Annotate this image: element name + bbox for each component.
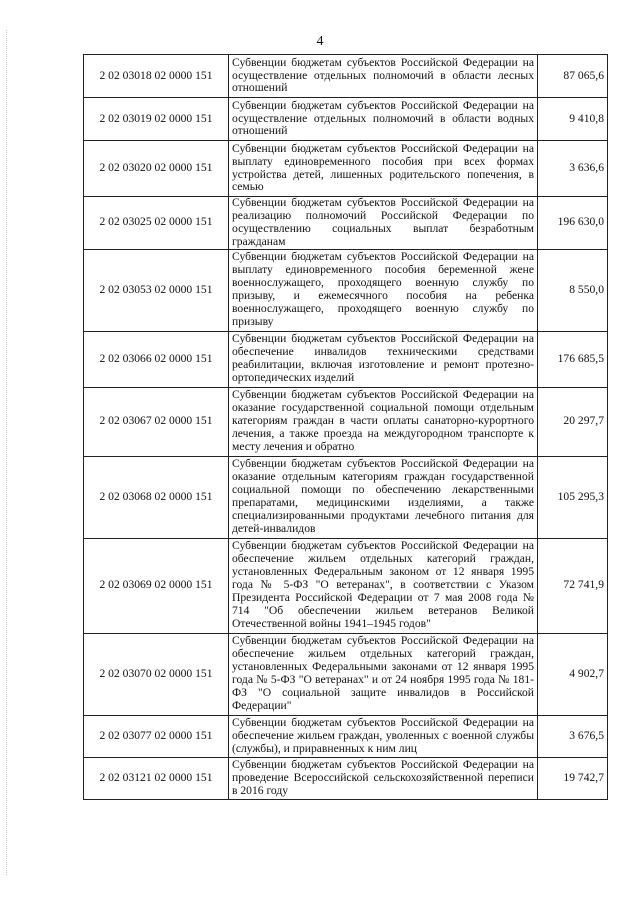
row-description: Субвенции бюджетам субъектов Российской Федерации на обеспечение жильем граждан, уволенных с военной службы (службы), и приравненных к ним лиц	[229, 715, 538, 757]
table-row	[84, 55, 608, 98]
table-row	[84, 331, 608, 387]
row-amount: 4 902,7	[538, 633, 608, 715]
row-description: Субвенции бюджетам субъектов Российской Федерации на выплату единовременного пособия беременной жене военнослужащего, проходящего военную службу по призыву, и ежемесячного пособия на ребенка военнослужащего, проходящего военную службу по призыву	[229, 249, 538, 331]
budget-code: 2 02 03068 02 0000 151	[84, 456, 229, 538]
budget-code: 2 02 03025 02 0000 151	[84, 197, 229, 250]
budget-code: 2 02 03070 02 0000 151	[84, 633, 229, 715]
budget-code: 2 02 03066 02 0000 151	[84, 331, 229, 387]
row-description: Субвенции бюджетам субъектов Российской Федерации на выплату единовременного пособия при всех формах устройства детей, лишенных родительского попечения, в семью	[229, 141, 538, 197]
row-amount: 8 550,0	[538, 249, 608, 331]
row-amount: 19 742,7	[538, 757, 608, 799]
budget-code: 2 02 03121 02 0000 151	[84, 757, 229, 799]
row-amount: 87 065,6	[538, 55, 608, 98]
row-description: Субвенции бюджетам субъектов Российской Федерации на реализацию полномочий Российской Федерации по осуществлению социальных выплат безработным гражданам	[229, 197, 538, 250]
row-amount: 3 676,5	[538, 715, 608, 757]
budget-code: 2 02 03020 02 0000 151	[84, 141, 229, 197]
row-amount: 176 685,5	[538, 331, 608, 387]
budget-code: 2 02 03077 02 0000 151	[84, 715, 229, 757]
table-row	[84, 387, 608, 456]
budget-code: 2 02 03069 02 0000 151	[84, 538, 229, 633]
table-row	[84, 141, 608, 197]
row-description: Субвенции бюджетам субъектов Российской Федерации на обеспечение инвалидов техническими средствами реабилитации, включая изготовление и ремонт протезно-ортопедических изделий	[229, 331, 538, 387]
budget-code: 2 02 03019 02 0000 151	[84, 98, 229, 141]
row-description: Субвенции бюджетам субъектов Российской Федерации на осуществление отдельных полномочий в области водных отношений	[229, 98, 538, 141]
row-description: Субвенции бюджетам субъектов Российской Федерации на обеспечение жильем отдельных категорий граждан, установленных Федеральным законом от 12 января 1995 года № 5-ФЗ "О ветеранах", в соответствии с Указом Президента Российской Федерации от 7 мая 2008 года № 714 "Об обеспечении жильем ветеранов Великой Отечественной войны 1941–1945 годов"	[229, 538, 538, 633]
row-amount: 72 741,9	[538, 538, 608, 633]
table-row	[84, 98, 608, 141]
row-description: Субвенции бюджетам субъектов Российской Федерации на осуществление отдельных полномочий в области лесных отношений	[229, 55, 538, 98]
page-number: 4	[316, 34, 324, 49]
row-description: Субвенции бюджетам субъектов Российской Федерации на оказание государственной социальной помощи отдельным категориям граждан в части оплаты санаторно-курортного лечения, а также проезда на междугородном транспорте к месту лечения и обратно	[229, 387, 538, 456]
table-row	[84, 456, 608, 538]
row-amount: 3 636,6	[538, 141, 608, 197]
table-row	[84, 757, 608, 799]
budget-code: 2 02 03067 02 0000 151	[84, 387, 229, 456]
row-amount: 20 297,7	[538, 387, 608, 456]
row-description: Субвенции бюджетам субъектов Российской Федерации на обеспечение жильем отдельных категорий граждан, установленных Федеральными законами от 12 января 1995 года № 5-ФЗ "О ветеранах" и от 24 ноября 1995 года № 181-ФЗ "О социальной защите инвалидов в Российской Федерации"	[229, 633, 538, 715]
table-row	[84, 538, 608, 633]
row-amount: 196 630,0	[538, 197, 608, 250]
budget-code: 2 02 03053 02 0000 151	[84, 249, 229, 331]
table-row	[84, 633, 608, 715]
row-amount: 105 295,3	[538, 456, 608, 538]
row-description: Субвенции бюджетам субъектов Российской Федерации на проведение Всероссийской сельскохозяйственной переписи в 2016 году	[229, 757, 538, 799]
subvention-table	[83, 54, 608, 800]
table-row	[84, 249, 608, 331]
table-row	[84, 715, 608, 757]
row-amount: 9 410,8	[538, 98, 608, 141]
table-row	[84, 197, 608, 250]
budget-code: 2 02 03018 02 0000 151	[84, 55, 229, 98]
scan-edge-marks	[6, 30, 9, 875]
row-description: Субвенции бюджетам субъектов Российской Федерации на оказание отдельным категориям граждан государственной социальной помощи по обеспечению лекарственными препаратами, медицинскими изделиями, а также специализированными продуктами лечебного питания для детей-инвалидов	[229, 456, 538, 538]
